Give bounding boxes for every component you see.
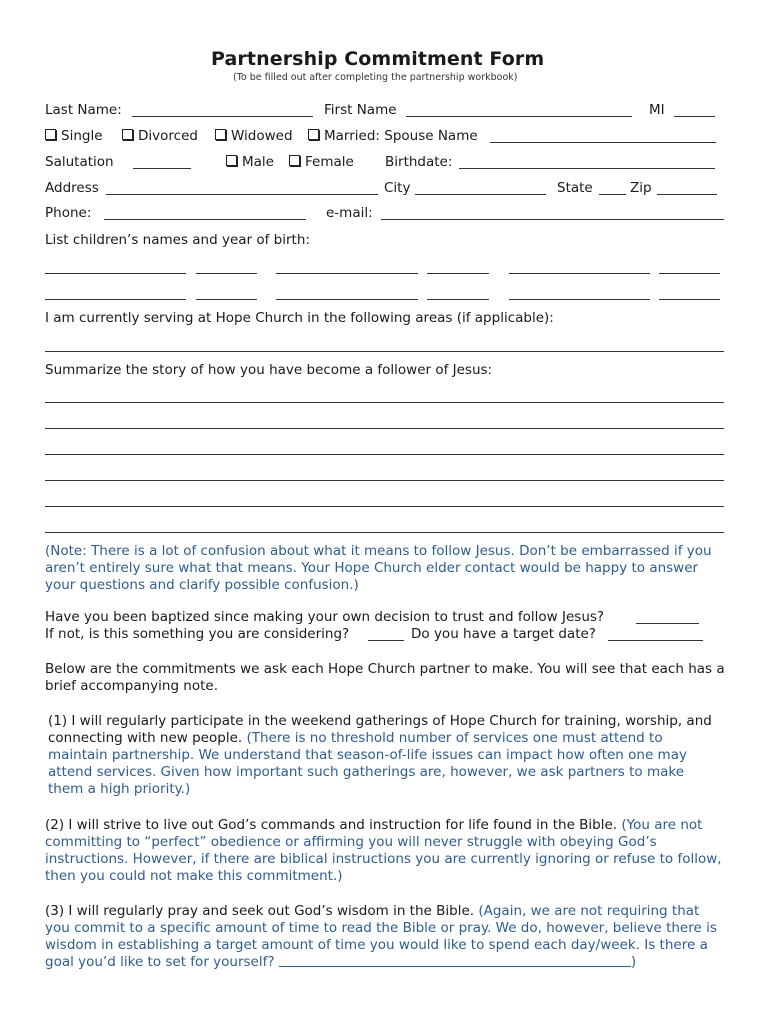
story-line[interactable] (45, 428, 724, 429)
female-label: Female (305, 154, 354, 170)
married-checkbox-icon (308, 129, 319, 140)
target-date-field[interactable] (608, 640, 703, 641)
mi-label: MI (649, 102, 665, 118)
child-name-field[interactable] (509, 299, 650, 300)
child-year-field[interactable] (659, 273, 720, 274)
state-label: State (557, 180, 593, 196)
single-checkbox-icon (45, 129, 56, 140)
serving-label: I am currently serving at Hope Church in the following areas (if applicable): (45, 310, 554, 326)
commitment-2 (45, 817, 725, 885)
address-field[interactable] (106, 194, 378, 195)
story-line[interactable] (45, 532, 724, 533)
checkbox-widowed[interactable] (215, 128, 293, 145)
checkbox-single[interactable] (45, 128, 103, 145)
commitment-note: (You are not committing to “perfect” obedience or affirming you will never struggle with obeying God’s instructions. However, if there are biblical instructions you are currently ignoring or refuse to follow, then you could not make this commitment.) (45, 817, 722, 884)
divorced-checkbox-icon (122, 129, 133, 140)
commitment-note-end: ) (630, 954, 637, 970)
confusion-note: (Note: There is a lot of confusion about what it means to follow Jesus. Don’t be embarrassed if you aren’t entirely sure what that means. Your Hope Church elder contact would be happy to answer your questions and clarify possible confusion.) (45, 543, 712, 593)
commitments-intro: Below are the commitments we ask each Hope Church partner to make. You will see that each has a brief accompanying note. (45, 661, 725, 694)
phone-field[interactable] (104, 219, 306, 220)
single-label: Single (61, 128, 103, 144)
first-name-field[interactable] (406, 116, 632, 117)
baptism-question: Have you been baptized since making your own decision to trust and follow Jesus? (45, 609, 605, 625)
email-field[interactable] (381, 219, 724, 220)
email-label: e-mail: (326, 205, 373, 221)
divorced-label: Divorced (138, 128, 198, 144)
baptism-answer-field[interactable] (636, 623, 699, 624)
form-title: Partnership Commitment Form (211, 48, 545, 70)
story-line[interactable] (45, 402, 724, 403)
first-name-label: First Name (324, 102, 397, 118)
married-label: Married: Spouse Name (324, 128, 478, 144)
commitment-3 (45, 903, 725, 971)
commitment-note: (Again, we are not requiring that you commit to a specific amount of time to read the Bible or pray. We do, however, believe there is wisdom in establishing a target amount of time you would like to spend each day/week. Is there a goal you’d like to set for yourself? (45, 903, 717, 970)
child-name-field[interactable] (276, 273, 418, 274)
female-checkbox-icon (289, 155, 300, 166)
commitment-text: (3) I will regularly pray and seek out God’s wisdom in the Bible. (45, 903, 475, 919)
widowed-label: Widowed (231, 128, 293, 144)
widowed-checkbox-icon (215, 129, 226, 140)
considering-question: If not, is this something you are considering? (45, 626, 350, 642)
male-label: Male (242, 154, 274, 170)
state-field[interactable] (599, 194, 626, 195)
zip-label: Zip (630, 180, 652, 196)
child-year-field[interactable] (196, 273, 257, 274)
birthdate-field[interactable] (459, 168, 715, 169)
city-field[interactable] (415, 194, 546, 195)
salutation-label: Salutation (45, 154, 114, 170)
salutation-field[interactable] (133, 168, 191, 169)
child-year-field[interactable] (196, 299, 257, 300)
child-year-field[interactable] (659, 299, 720, 300)
child-name-field[interactable] (509, 273, 650, 274)
story-label: Summarize the story of how you have become a follower of Jesus: (45, 362, 493, 378)
birthdate-label: Birthdate: (385, 154, 453, 170)
child-name-field[interactable] (276, 299, 418, 300)
city-label: City (384, 180, 411, 196)
child-year-field[interactable] (427, 299, 489, 300)
checkbox-married[interactable] (308, 128, 478, 145)
commitment-note: (There is no threshold number of services one must attend to maintain partnership. We understand that season-of-life issues can impact how often one may attend services. Given how important such gatherings are, however, we ask partners to make them a high priority.) (48, 730, 687, 797)
checkbox-male[interactable] (226, 154, 274, 171)
serving-field[interactable] (45, 351, 724, 352)
child-name-field[interactable] (45, 273, 186, 274)
goal-field[interactable] (279, 954, 631, 967)
commitment-text: (1) I will regularly participate in the weekend gatherings of Hope Church for training, worship, and connecting with new people. (48, 713, 712, 746)
mi-field[interactable] (674, 116, 715, 117)
address-label: Address (45, 180, 99, 196)
zip-field[interactable] (657, 194, 717, 195)
checkbox-divorced[interactable] (122, 128, 198, 145)
considering-answer-field[interactable] (368, 640, 404, 641)
form-subtitle: (To be filled out after completing the partnership workbook) (233, 72, 518, 83)
story-line[interactable] (45, 454, 724, 455)
commitment-1 (48, 713, 723, 798)
phone-label: Phone: (45, 205, 92, 221)
child-year-field[interactable] (427, 273, 489, 274)
story-line[interactable] (45, 506, 724, 507)
child-name-field[interactable] (45, 299, 186, 300)
male-checkbox-icon (226, 155, 237, 166)
last-name-field[interactable] (132, 116, 313, 117)
last-name-label: Last Name: (45, 102, 122, 118)
children-label: List children’s names and year of birth: (45, 232, 310, 248)
checkbox-female[interactable] (289, 154, 354, 171)
target-date-question: Do you have a target date? (411, 626, 596, 642)
commitment-text: (2) I will strive to live out God’s commands and instruction for life found in the Bible. (45, 817, 618, 833)
spouse-name-field[interactable] (490, 142, 716, 143)
story-line[interactable] (45, 480, 724, 481)
